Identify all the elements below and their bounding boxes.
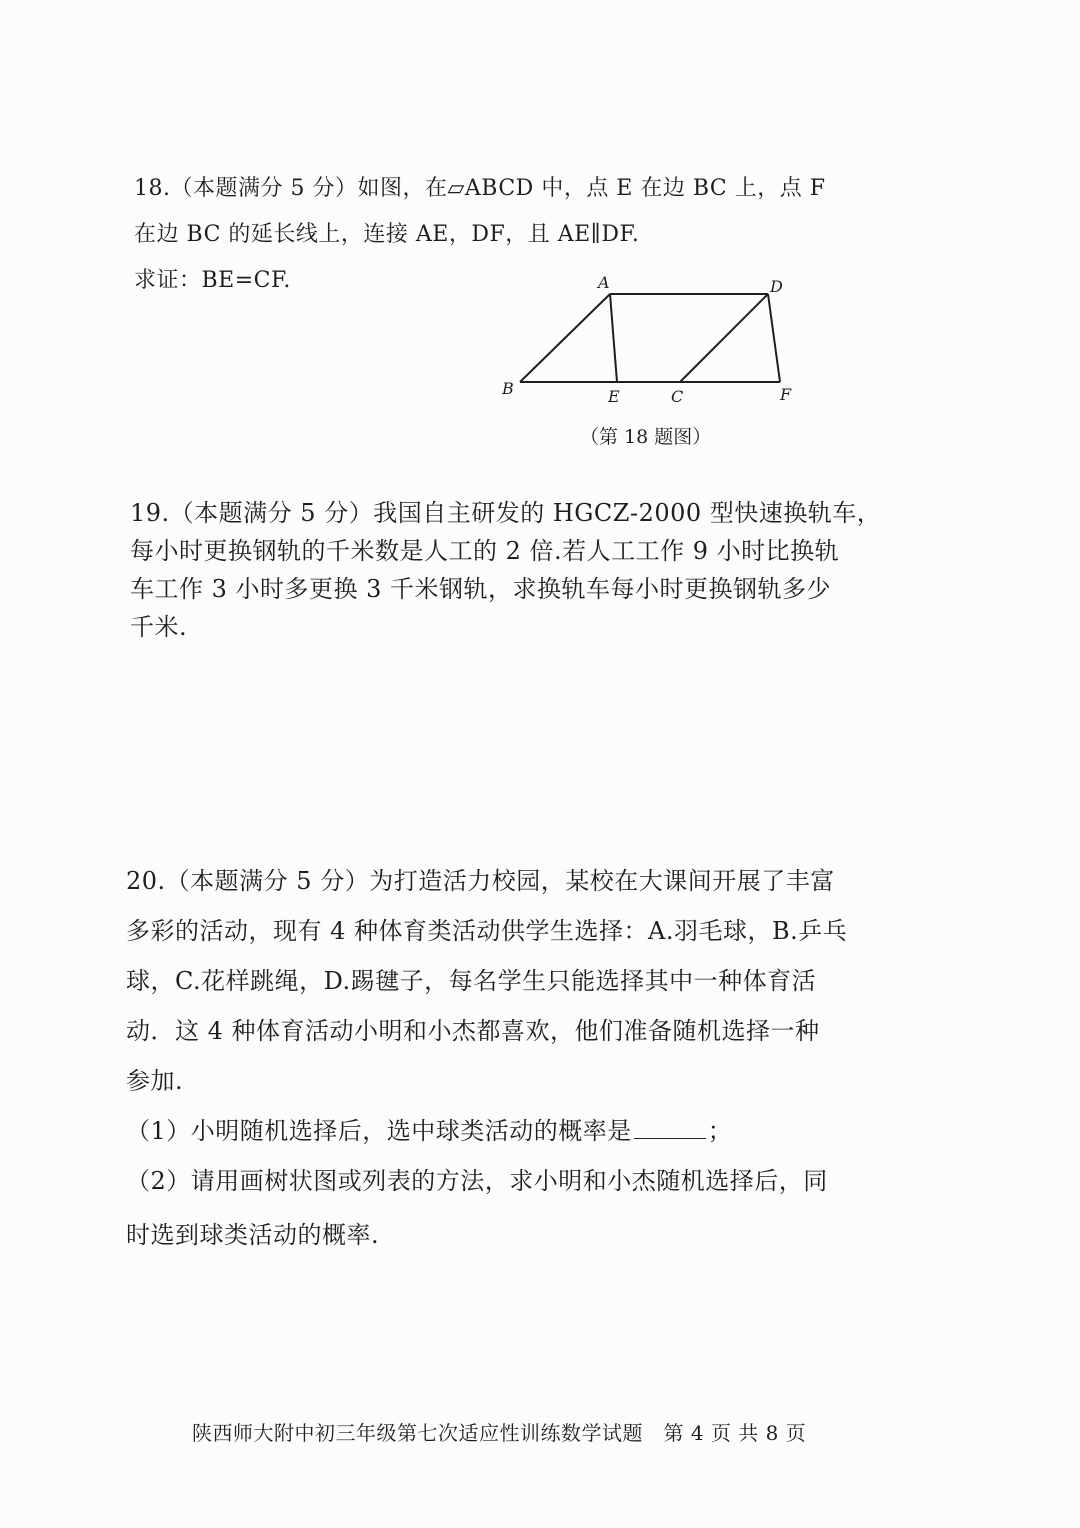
q20-line-5: 参加. <box>126 1067 184 1095</box>
label-a: A <box>598 273 610 292</box>
segment-ae <box>610 294 617 382</box>
q19-line-4: 千米. <box>130 613 188 641</box>
q20-line-3: 球，C.花样跳绳，D.踢毽子，每名学生只能选择其中一种体育活 <box>126 967 817 995</box>
q18-line-1: 18.（本题满分 5 分）如图，在▱ABCD 中，点 E 在边 BC 上，点 F <box>134 176 826 201</box>
q20-line-1: 20.（本题满分 5 分）为打造活力校园，某校在大课间开展了丰富 <box>126 867 835 895</box>
q20-line-2: 多彩的活动，现有 4 种体育类活动供学生选择：A.羽毛球，B.乒乓 <box>126 917 848 945</box>
label-f: F <box>780 385 792 404</box>
answer-blank[interactable] <box>634 1116 706 1139</box>
q18-line-3: 求证：BE=CF. <box>134 268 291 293</box>
segment-df <box>768 294 780 382</box>
segment-cd <box>680 294 768 382</box>
label-c: C <box>671 387 684 406</box>
q19-line-2: 每小时更换钢轨的千米数是人工的 2 倍.若人工工作 9 小时比换轨 <box>130 537 840 565</box>
q19-line-3: 车工作 3 小时多更换 3 千米钢轨，求换轨车每小时更换钢轨多少 <box>130 575 832 603</box>
label-b: B <box>502 379 514 398</box>
segment-ab <box>520 294 610 382</box>
page-footer: 陕西师大附中初三年级第七次适应性训练数学试题 第 4 页 共 8 页 <box>192 1421 807 1445</box>
q18-figure <box>490 270 830 420</box>
q20-sub-1 <box>126 1116 732 1146</box>
label-d: D <box>770 277 783 296</box>
q18-figure-caption: （第 18 题图） <box>580 426 712 448</box>
q20-sub-2-line-1: （2）请用画树状图或列表的方法，求小明和小杰随机选择后，同 <box>126 1167 828 1195</box>
q20-sub-2-line-2: 时选到球类活动的概率. <box>126 1221 380 1249</box>
q20-sub-1-end: ； <box>707 1117 733 1145</box>
q20-line-4: 动．这 4 种体育活动小明和小杰都喜欢，他们准备随机选择一种 <box>126 1017 820 1045</box>
q20-sub-1-text: （1）小明随机选择后，选中球类活动的概率是 <box>126 1117 632 1145</box>
parallelogram-diagram <box>490 270 830 420</box>
label-e: E <box>608 387 620 406</box>
q19-line-1: 19.（本题满分 5 分）我国自主研发的 HGCZ-2000 型快速换轨车， <box>130 499 882 527</box>
q18-line-2: 在边 BC 的延长线上，连接 AE，DF，且 AE∥DF. <box>134 222 640 247</box>
